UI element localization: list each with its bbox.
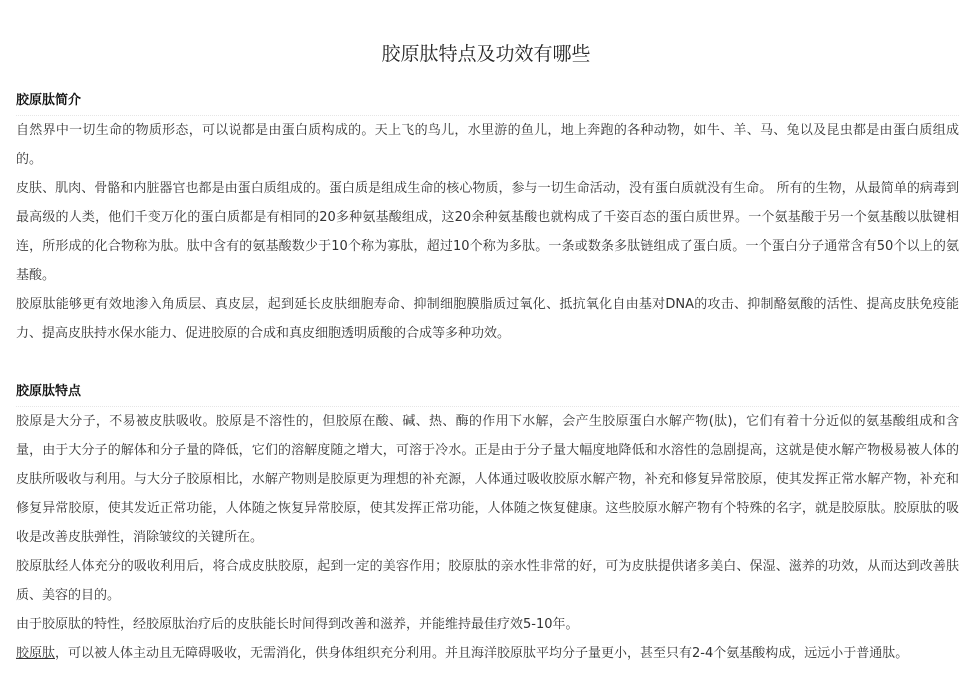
- paragraph: 皮肤、肌肉、骨骼和内脏器官也都是由蛋白质组成的。蛋白质是组成生命的核心物质，参与一切生命活动，没有蛋白质就没有生命。 所有的生物，从最简单的病毒到最高级的人类，他们千变万化的蛋白质都是有相同的20多种氨基酸组成，这20余种氨基酸也就构成了千姿百态的蛋白质世界。一个氨基酸于另一个氨基酸以肽键相连，所形成的化合物称为肽。肽中含有的氨基酸数少于10个称为寡肽，超过10个称为多肽。一条或数条多肽链组成了蛋白质。一个蛋白分子通常含有50个以上的氨基酸。: [16, 181, 959, 283]
- section-heading-features: 胶原肽特点: [16, 377, 959, 407]
- collagen-peptide-link[interactable]: 胶原肽: [16, 646, 56, 661]
- section-features: [16, 377, 959, 668]
- paragraph-text: ，可以被人体主动且无障碍吸收，无需消化，供身体组织充分利用。并且海洋胶原肽平均分子量更小，甚至只有2-4个氨基酸构成，远远小于普通肽。: [55, 646, 909, 661]
- paragraph-with-link: [16, 639, 959, 668]
- paragraph: 胶原是大分子，不易被皮肤吸收。胶原是不溶性的，但胶原在酸、碱、热、酶的作用下水解，会产生胶原蛋白水解产物(肽)，它们有着十分近似的氨基酸组成和含量，由于大分子的解体和分子量的降低，它们的溶解度随之增大，可溶于冷水。正是由于分子量大幅度地降低和水溶性的急剧提高，这就是使水解产物极易被人体的皮肤所吸收与利用。与大分子胶原相比，水解产物则是胶原更为理想的补充源，人体通过吸收胶原水解产物，补充和修复异常胶原，使其发挥正常水解产物，补充和修复异常胶原，使其发近正常功能，人体随之恢复异常胶原，使其发挥正常功能，人体随之恢复健康。这些胶原水解产物有个特殊的名字，就是胶原肽。胶原肽的吸收是改善皮肤弹性，消除皱纹的关键所在。: [16, 414, 959, 545]
- paragraph: 胶原肽经人体充分的吸收利用后，将合成皮肤胶原，起到一定的美容作用；胶原肽的亲水性非常的好，可为皮肤提供诸多美白、保湿、滋养的功效，从而达到改善肤质、美容的目的。: [16, 559, 959, 603]
- paragraph: 胶原肽能够更有效地渗入角质层、真皮层，起到延长皮肤细胞寿命、抑制细胞膜脂质过氧化、抵抗氧化自由基对DNA的攻击、抑制酪氨酸的活性、提高皮肤免疫能力、提高皮肤持水保水能力、促进胶原的合成和真皮细胞透明质酸的合成等多种功效。: [16, 297, 959, 341]
- paragraph: 自然界中一切生命的物质形态，可以说都是由蛋白质构成的。天上飞的鸟儿，水里游的鱼儿，地上奔跑的各种动物，如牛、羊、马、兔以及昆虫都是由蛋白质组成的。: [16, 123, 959, 167]
- article-title: 胶原肽特点及功效有哪些: [381, 43, 591, 65]
- section-spacer: [16, 348, 959, 377]
- paragraph: 由于胶原肽的特性，经胶原肽治疗后的皮肤能长时间得到改善和滋养，并能维持最佳疗效5-10年。: [16, 617, 579, 632]
- section-intro: [16, 86, 959, 348]
- article-body: [16, 86, 959, 668]
- section-heading-intro: 胶原肽简介: [16, 86, 959, 116]
